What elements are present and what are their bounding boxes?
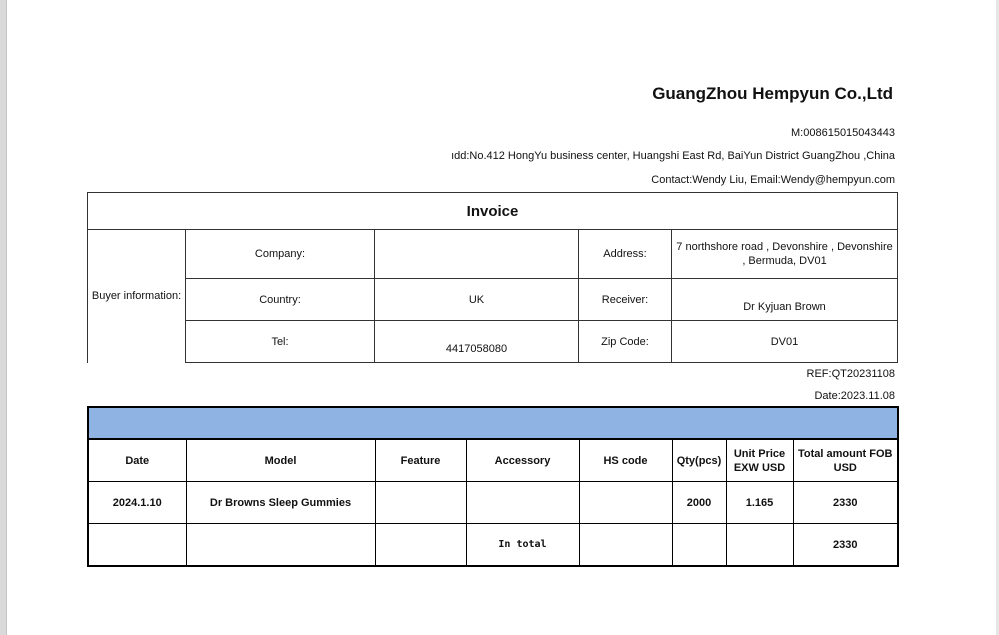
company-label: Company: bbox=[186, 230, 375, 279]
item-qty: 2000 bbox=[672, 482, 726, 524]
item-unit-price: 1.165 bbox=[726, 482, 793, 524]
item-date: 2024.1.10 bbox=[88, 482, 186, 524]
invoice-title: Invoice bbox=[88, 193, 898, 230]
receiver-label: Receiver: bbox=[579, 279, 672, 321]
company-address: ıdd:No.412 HongYu business center, Huangshi East Rd, BaiYun District GuangZhou ,China bbox=[451, 150, 895, 162]
total-empty-cell bbox=[579, 524, 672, 567]
column-header-hs-code: HS code bbox=[579, 439, 672, 482]
country-label: Country: bbox=[186, 279, 375, 321]
total-empty-cell bbox=[88, 524, 186, 567]
company-value bbox=[375, 230, 579, 279]
column-header-accessory: Accessory bbox=[466, 439, 579, 482]
item-total-amount: 2330 bbox=[793, 482, 898, 524]
total-row bbox=[88, 524, 898, 567]
address-label: Address: bbox=[579, 230, 672, 279]
company-contact: Contact:Wendy Liu, Email:Wendy@hempyun.com bbox=[651, 174, 895, 186]
viewer-left-edge bbox=[0, 0, 7, 635]
item-model: Dr Browns Sleep Gummies bbox=[186, 482, 375, 524]
tel-value: 4417058080 bbox=[375, 321, 579, 363]
total-empty-cell bbox=[672, 524, 726, 567]
total-empty-cell bbox=[375, 524, 466, 567]
buyer-info-table bbox=[87, 192, 898, 363]
in-total-label: In total bbox=[466, 524, 579, 567]
items-table bbox=[87, 406, 899, 567]
tel-label: Tel: bbox=[186, 321, 375, 363]
items-header-row bbox=[88, 439, 898, 482]
zip-label: Zip Code: bbox=[579, 321, 672, 363]
company-phone: M:008615015043443 bbox=[791, 127, 895, 139]
address-value: 7 northshore road , Devonshire , Devonshire , Bermuda, DV01 bbox=[672, 230, 898, 279]
total-empty-cell bbox=[186, 524, 375, 567]
country-value: UK bbox=[375, 279, 579, 321]
item-accessory bbox=[466, 482, 579, 524]
item-feature bbox=[375, 482, 466, 524]
buyer-information-label: Buyer information: bbox=[88, 230, 186, 363]
company-name: GuangZhou Hempyun Co.,Ltd bbox=[652, 84, 893, 103]
zip-value: DV01 bbox=[672, 321, 898, 363]
header-band bbox=[88, 407, 898, 439]
receiver-value: Dr Kyjuan Brown bbox=[672, 279, 898, 321]
column-header-feature: Feature bbox=[375, 439, 466, 482]
in-total-value: 2330 bbox=[793, 524, 898, 567]
ref-number: REF:QT20231108 bbox=[806, 368, 895, 380]
table-row bbox=[88, 482, 898, 524]
column-header-qty: Qty(pcs) bbox=[672, 439, 726, 482]
column-header-date: Date bbox=[88, 439, 186, 482]
total-empty-cell bbox=[726, 524, 793, 567]
invoice-date: Date:2023.11.08 bbox=[814, 390, 895, 402]
column-header-model: Model bbox=[186, 439, 375, 482]
column-header-unit-price: Unit Price EXW USD bbox=[726, 439, 793, 482]
item-hs-code bbox=[579, 482, 672, 524]
column-header-total-amount: Total amount FOB USD bbox=[793, 439, 898, 482]
